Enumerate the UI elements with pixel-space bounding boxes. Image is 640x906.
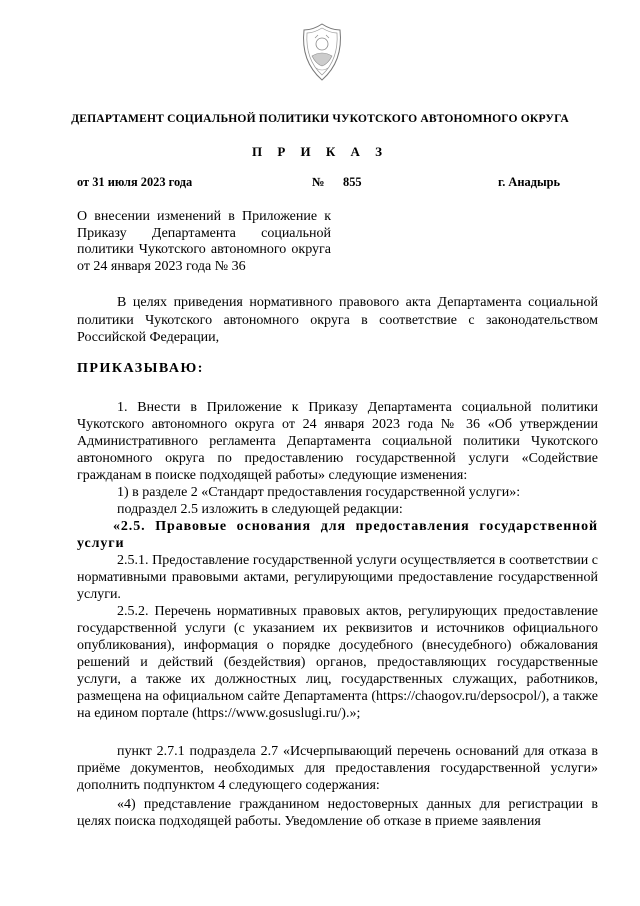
paragraph-2-5-2: 2.5.2. Перечень нормативных правовых актов, регулирующих предоставление государственной услуги (с указанием их реквизитов и источников официального опубликования), информация о порядке досудебного (внесудебного) обжалования решений и действий (бездействия) органов, предоставляющих государственные услуги, а также их должностных лиц, государственных служащих, работников, размещена на официальном сайте Департамента (https://chaogov.ru/depsocpol/), а также на едином портале (https://www.gosuslugi.ru/).»; [77, 604, 598, 721]
paragraph-4: «4) представление гражданином недостоверных данных для регистрации в целях поиска подходящей работы. Уведомление об отказе в приеме заявления [77, 797, 598, 829]
paragraph-2: 1) в разделе 2 «Стандарт предоставления государственной услуги»: [117, 485, 521, 500]
preamble: В целях приведения нормативного правового акта Департамента социальной политики Чукотского автономного округа в соответствие с законодательством Российской Федерации, [77, 295, 598, 345]
order-number: 855 [343, 175, 362, 189]
coat-of-arms-icon [298, 22, 346, 84]
order-subject: О внесении изменений в Приложение к Приказу Департамента социальной политики Чукотского автономного округа от 24 января 2023 года № 36 [77, 209, 331, 274]
city: г. Анадырь [498, 175, 561, 189]
order-date: от 31 июля 2023 года [77, 175, 193, 189]
paragraph-1: 1. Внести в Приложение к Приказу Департамента социальной политики Чукотского автономного округа от 24 января 2023 года № 36 «Об утверждении Административного регламента Департамента социальной политики Чукотского автономного округа по предоставлению государственной услуги «Содействие гражданам в поиске подходящей работы» следующие изменения: [77, 400, 598, 483]
department-name: ДЕПАРТАМЕНТ СОЦИАЛЬНОЙ ПОЛИТИКИ ЧУКОТСКОГО АВТОНОМНОГО ОКРУГА [71, 112, 569, 125]
document-type: П Р И К А З [251, 144, 389, 159]
number-sign: № [312, 175, 325, 189]
paragraph-2-5-1: 2.5.1. Предоставление государственной услуги осуществляется в соответствии с нормативными правовыми актами, регулирующими предоставление государственной услуги. [77, 553, 598, 602]
paragraph-3: подраздел 2.5 изложить в следующей редакции: [117, 502, 403, 517]
paragraph-2-7-1: пункт 2.7.1 подраздела 2.7 «Исчерпывающий перечень оснований для отказа в приёме документов, необходимых для предоставления государственной услуги» дополнить подпунктом 4 следующего содержания: [77, 744, 598, 793]
order-word: ПРИКАЗЫВАЮ: [77, 361, 204, 376]
section-heading: «2.5. Правовые основания для предоставления государственной услуги [77, 519, 598, 551]
